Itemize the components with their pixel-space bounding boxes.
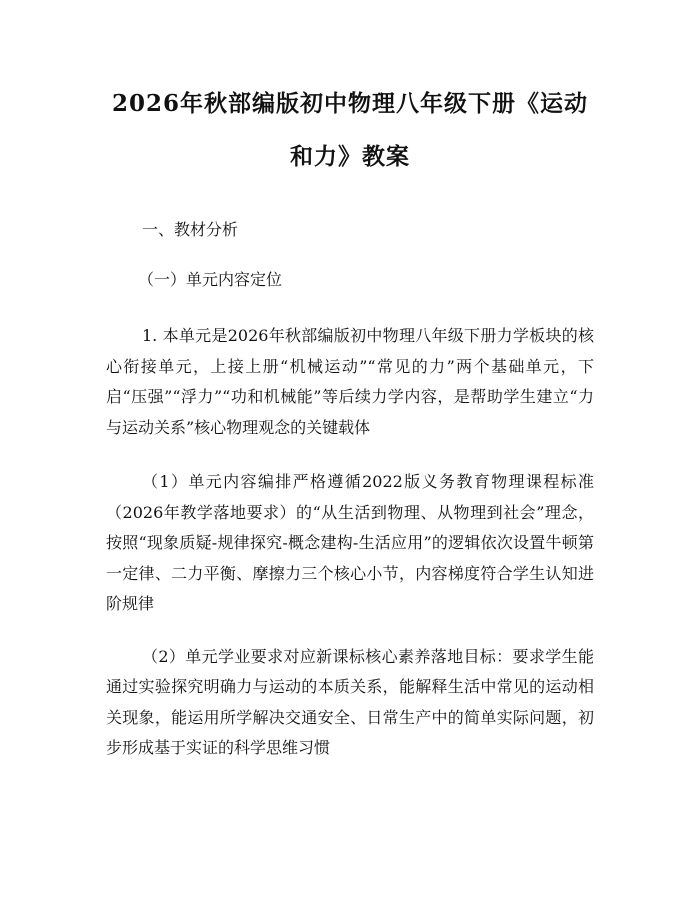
section-heading: 一、教材分析 xyxy=(142,220,239,239)
paragraph-curriculum-standard: （1）单元内容编排严格遵循2022版义务教育物理课程标准（2026年教学落地要求）的“从生活到物理、从物理到社会”理念，按照“现象质疑-规律探究-概念建构-生活应用”的逻辑依次设置牛顿第一定律、二力平衡、摩擦力三个核心小节，内容梯度符合学生认知进阶规律 xyxy=(106,472,594,613)
paragraph-unit-position: 1. 本单元是2026年秋部编版初中物理八年级下册力学板块的核心衔接单元，上接上册“机械运动”“常见的力”两个基础单元，下启“压强”“浮力”“功和机械能”等后续力学内容，是帮助学生建立“力与运动关系”核心物理观念的关键载体 xyxy=(106,326,594,437)
subsection-heading: （一）单元内容定位 xyxy=(138,269,283,289)
document-title: 2026年秋部编版初中物理八年级下册《运动和力》教案 xyxy=(111,90,588,170)
paragraph-academic-requirements: （2）单元学业要求对应新课标核心素养落地目标：要求学生能通过实验探究明确力与运动的本质关系，能解释生活中常见的运动相关现象，能运用所学解决交通安全、日常生产中的简单实际问题，初步形成基于实证的科学思维习惯 xyxy=(106,646,594,757)
